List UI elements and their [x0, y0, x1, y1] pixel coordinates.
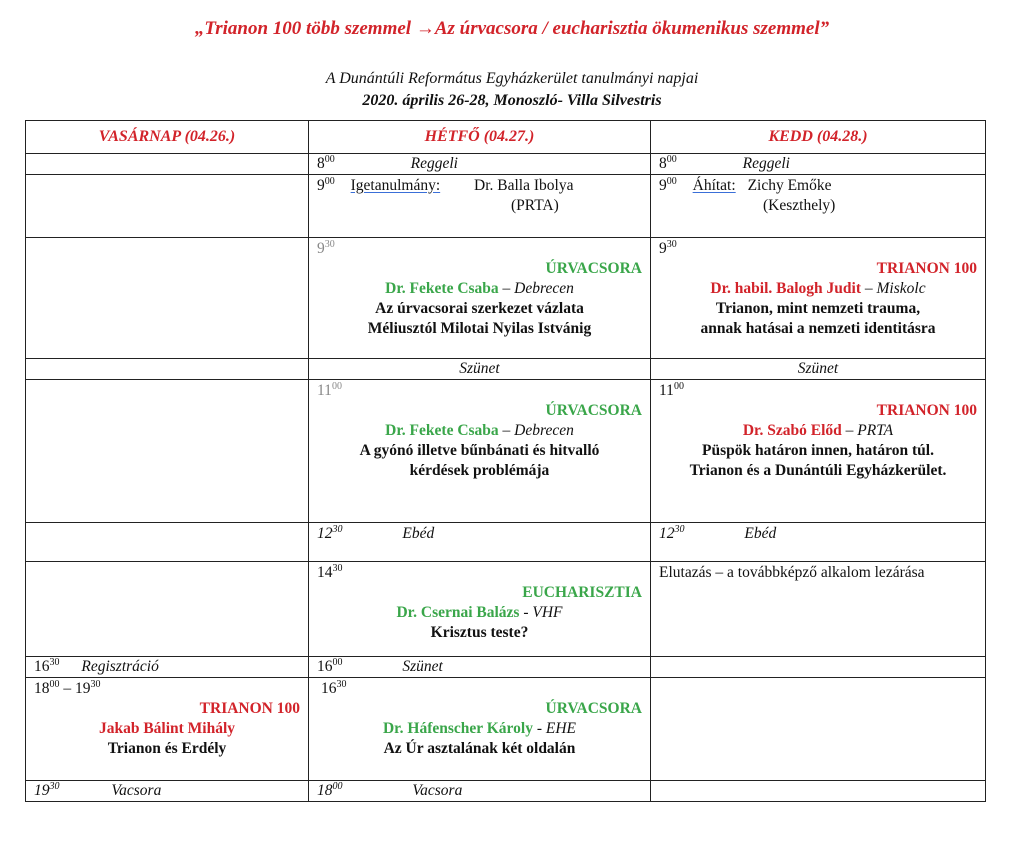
empty-cell — [26, 175, 309, 238]
monday-session-4: $16^{30}$ ÚRVACSORA Dr. Háfenscher Károly - EHE Az Úr asztalának két oldalán — [309, 678, 651, 781]
monday-session-2: $11^{00}$ ÚRVACSORA Dr. Fekete Csaba – Debrecen A gyónó illetve bűnbánati és hitvalló kérdések problémája — [309, 380, 651, 523]
page-title: „Trianon 100 több szemmel →Az úrvacsora / eucharisztia ökumenikus szemmel” — [194, 18, 830, 39]
tuesday-session-1: $9^{30}$ TRIANON 100 Dr. habil. Balogh Judit – Miskolc Trianon, mint nemzeti trauma, annak hatásai a nemzeti identitásra — [651, 238, 986, 359]
empty-cell — [26, 523, 309, 562]
monday-bible-study: $9^{00}$ Igetanulmány: Dr. Balla Ibolya (PRTA) — [309, 175, 651, 238]
tuesday-break-1: Szünet — [651, 359, 986, 380]
empty-cell — [26, 562, 309, 657]
day-header-tuesday: KEDD (04.28.) — [651, 121, 986, 154]
empty-cell — [651, 781, 986, 802]
monday-session-3: $14^{30}$ EUCHARISZTIA Dr. Csernai Balázs - VHF Krisztus teste? — [309, 562, 651, 657]
day-header-row — [26, 121, 986, 154]
sunday-registration: $16^{30}$ Regisztráció — [26, 657, 309, 678]
page-subtitle: A Dunántúli Református Egyházkerület tanulmányi napjai — [325, 70, 699, 87]
date-place: 2020. április 26-28, Monoszló- Villa Silvestris — [362, 92, 662, 109]
day-header-sunday: VASÁRNAP (04.26.) — [26, 121, 309, 154]
table-row — [26, 380, 986, 523]
monday-break-1: Szünet — [309, 359, 651, 380]
table-row — [26, 359, 986, 380]
tuesday-breakfast: $8^{00}$ Reggeli — [651, 154, 986, 175]
tuesday-departure: Elutazás – a továbbképző alkalom lezárása — [651, 562, 986, 657]
empty-cell — [26, 359, 309, 380]
table-row — [26, 175, 986, 238]
monday-lunch: $12^{30}$ Ebéd — [309, 523, 651, 562]
table-row — [26, 523, 986, 562]
empty-cell — [26, 238, 309, 359]
monday-dinner: $18^{00}$ Vacsora — [309, 781, 651, 802]
tuesday-lunch: $12^{30}$ Ebéd — [651, 523, 986, 562]
schedule-table — [25, 120, 986, 802]
day-header-monday: HÉTFŐ (04.27.) — [309, 121, 651, 154]
tuesday-session-2: $11^{00}$ TRIANON 100 Dr. Szabó Előd – PRTA Püspök határon innen, határon túl. Trianon és a Dunántúli Egyházkerület. — [651, 380, 986, 523]
table-row — [26, 678, 986, 781]
table-row — [26, 657, 986, 678]
empty-cell — [26, 380, 309, 523]
table-row — [26, 562, 986, 657]
monday-break-2: $16^{00}$ Szünet — [309, 657, 651, 678]
sunday-session-1: $18^{00} - 19^{30}$ TRIANON 100 Jakab Bálint Mihály Trianon és Erdély — [26, 678, 309, 781]
empty-cell — [651, 657, 986, 678]
sunday-dinner: $19^{30}$ Vacsora — [26, 781, 309, 802]
monday-breakfast: $8^{00}$ Reggeli — [309, 154, 651, 175]
table-row — [26, 781, 986, 802]
empty-cell — [651, 678, 986, 781]
table-row — [26, 154, 986, 175]
empty-cell — [26, 154, 309, 175]
monday-session-1: $9^{30}$ ÚRVACSORA Dr. Fekete Csaba – Debrecen Az úrvacsorai szerkezet vázlata Méliusztól Milotai Nyilas Istvánig — [309, 238, 651, 359]
table-row — [26, 238, 986, 359]
tuesday-devotion: $9^{00}$ Áhítat: Zichy Emőke (Keszthely) — [651, 175, 986, 238]
